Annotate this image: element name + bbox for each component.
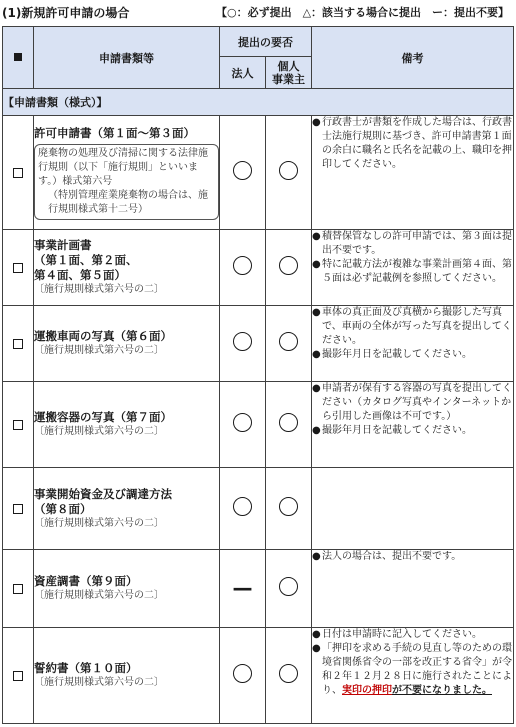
remark-note: ● 「押印を求める手続の見直し等のための環境省関係省令の一部を改正する省令」が令和２年１２月２８日に施行されたことにより、実印の押印が不要になりました。 — [312, 643, 512, 696]
filled-square-icon — [14, 53, 22, 61]
required-circle-icon — [279, 577, 298, 596]
form-reference-line: 廃棄物の処理及び清掃に関する法律施行規則（以下「施行規則」といいます。）様式第六号 — [38, 147, 208, 187]
required-circle-icon — [279, 497, 298, 516]
document-title: 事業開始資金及び調達方法 （第８面） — [34, 486, 172, 516]
document-title: 資産調書（第９面） — [34, 574, 138, 588]
remark-note: ● 特に記載方法が複雑な事業計画第４面、第５面は必ず記載例を参照してください。 — [312, 259, 512, 284]
highlighted-text: 実印の押印 — [342, 685, 392, 696]
form-reference-line: （特別管理産業廃棄物の場合は、施行規則様式第十二号） — [48, 189, 208, 215]
document-title: 許可申請書（第１面～第３面） — [34, 125, 195, 140]
required-circle-icon — [279, 332, 298, 351]
individual-column-header — [266, 57, 312, 89]
remark-note: ● 日付は申請時に記入してください。 — [312, 629, 482, 640]
required-circle-icon — [233, 664, 252, 683]
document-title: 運搬容器の写真（第７面） — [34, 410, 172, 424]
row-checkbox[interactable] — [13, 671, 23, 681]
row-checkbox[interactable] — [13, 263, 23, 273]
required-circle-icon — [279, 161, 298, 180]
requirement-column-header: 提出の要否 — [220, 27, 312, 57]
document-title: 事業計画書 （第１面、第２面、 第４面、第５面） — [34, 238, 138, 282]
remark-note: ● 法人の場合は、提出不要です。 — [312, 551, 462, 562]
form-reference: 〔施行規則様式第六号の二〕 — [34, 677, 164, 688]
individual-header-line2: 事業主 — [272, 72, 305, 86]
required-circle-icon — [279, 664, 298, 683]
corporation-column-header: 法人 — [220, 57, 266, 89]
row-checkbox[interactable] — [13, 420, 23, 430]
page-title: (1)新規許可申請の場合 — [2, 6, 130, 20]
required-circle-icon — [233, 161, 252, 180]
remark-note: ● 行政書士が書類を作成した場合は、行政書士法施行規則に基づき、許可申請書第１面の余白に職名と氏名を記載の上、職印を押印してください。 — [312, 117, 512, 170]
required-circle-icon — [233, 497, 252, 516]
form-reference-box — [34, 144, 219, 220]
table-row — [3, 230, 514, 306]
check-column-header — [3, 27, 34, 89]
form-reference: 〔施行規則様式第六号の二〕 — [34, 590, 164, 601]
required-circle-icon — [233, 332, 252, 351]
section-label: 【申請書類（様式）】 — [3, 89, 514, 116]
individual-header-line1: 個人 — [277, 59, 300, 73]
table-row — [3, 382, 514, 468]
form-reference: 〔施行規則様式第六号の二〕 — [34, 284, 164, 295]
remark-note: ● 車体の真正面及び真横から撮影した写真で、車両の全体が写った写真を提出してください。 — [312, 307, 512, 346]
required-circle-icon — [279, 256, 298, 275]
document-title: 誓約書（第１０面） — [34, 661, 138, 675]
documents-table — [2, 26, 514, 724]
form-reference: 〔施行規則様式第六号の二〕 — [34, 345, 164, 356]
table-row — [3, 468, 514, 550]
row-checkbox[interactable] — [13, 339, 23, 349]
remark-note: ● 撮影年月日を記載してください。 — [312, 349, 472, 360]
not-required-dash-icon: — — [232, 576, 253, 600]
table-row — [3, 116, 514, 230]
row-checkbox[interactable] — [13, 504, 23, 514]
form-reference: 〔施行規則様式第六号の二〕 — [34, 517, 164, 529]
document-title: 運搬車両の写真（第６面） — [34, 329, 172, 343]
row-checkbox[interactable] — [13, 168, 23, 178]
remark-note: ● 積替保管なしの許可申請では、第３面は提出不要です。 — [312, 231, 512, 256]
remark-note: ● 申請者が保有する容器の写真を提出してください（カタログ写真やインターネットから引用した画像は不可です。） — [312, 383, 512, 422]
form-reference: 〔施行規則様式第六号の二〕 — [34, 426, 164, 437]
required-circle-icon — [233, 256, 252, 275]
table-row — [3, 550, 514, 628]
documents-column-header: 申請書類等 — [34, 27, 220, 89]
remarks-column-header: 備考 — [312, 27, 514, 89]
remarks-empty — [312, 468, 514, 550]
emphasized-text: が不要になりました。 — [392, 685, 492, 696]
required-circle-icon — [279, 413, 298, 432]
symbol-legend: 【○：必ず提出 △：該当する場合に提出 ー：提出不要】 — [216, 6, 510, 19]
required-circle-icon — [233, 413, 252, 432]
table-row — [3, 306, 514, 382]
remark-note: ● 撮影年月日を記載してください。 — [312, 425, 472, 436]
table-row — [3, 628, 514, 724]
row-checkbox[interactable] — [13, 584, 23, 594]
